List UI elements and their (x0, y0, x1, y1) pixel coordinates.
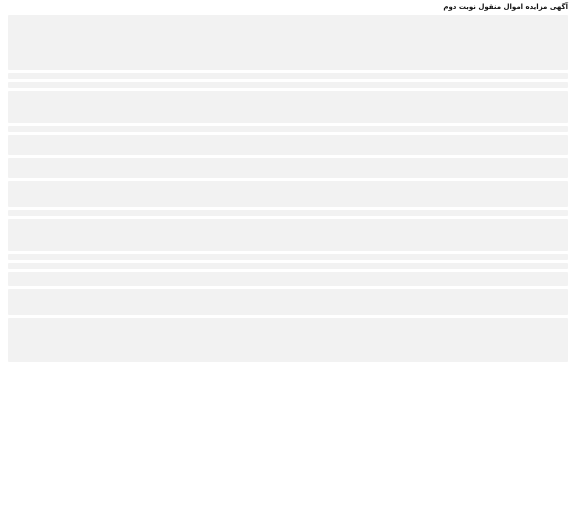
notice-paragraph (8, 318, 568, 362)
notice-title: آگهی مزایده اموال منقول نوبت دوم (443, 3, 568, 11)
notice-paragraph (8, 91, 568, 123)
notice-body (8, 15, 568, 362)
notice-paragraph (8, 158, 568, 178)
notice-paragraph (8, 272, 568, 286)
notice-paragraph (8, 135, 568, 155)
notice-paragraph (8, 82, 568, 88)
notice-paragraph (8, 73, 568, 79)
notice-paragraph (8, 263, 568, 269)
notice-paragraph (8, 181, 568, 207)
notice-paragraph (8, 210, 568, 216)
notice-paragraph (8, 126, 568, 132)
notice-paragraph (8, 254, 568, 260)
notice-paragraph (8, 219, 568, 251)
notice-paragraph (8, 15, 568, 70)
notice-paragraph (8, 289, 568, 315)
